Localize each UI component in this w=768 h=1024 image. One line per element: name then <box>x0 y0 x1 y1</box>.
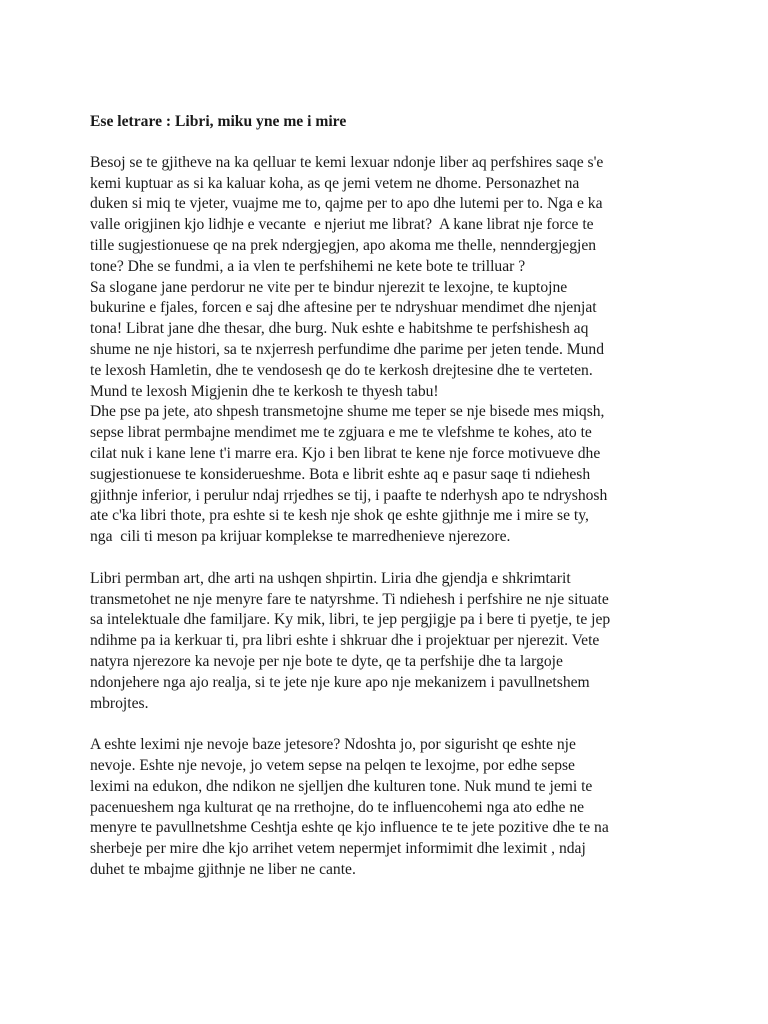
essay-title: Ese letrare : Libri, miku yne me i mire <box>90 113 347 130</box>
text-line: ndihme pa ia kerkuar ti, pra libri eshte i shkruar dhe i projektuar per njerezit. Vete <box>90 632 600 650</box>
text-line: Dhe pse pa jete, ato shpesh transmetojne shume me teper se nje bisede mes miqsh, <box>90 403 605 421</box>
text-line: leximi na edukon, dhe ndikon ne sjelljen dhe kulturen tone. Nuk mund te jemi te <box>90 777 593 795</box>
text-line: mbrojtes. <box>90 694 149 712</box>
text-line: tone? Dhe se fundmi, a ia vlen te perfshihemi ne kete bote te trilluar ? <box>90 257 526 275</box>
text-line: ate c'ka libri thote, pra eshte si te kesh nje shok qe eshte gjithnje me i mire se ty, <box>90 507 589 525</box>
text-line: duken si miq te vjeter, vuajme me to, qajme per to apo dhe lutemi per to. Nga e ka <box>90 195 603 213</box>
paragraph-2 <box>90 569 690 715</box>
text-line: te lexosh Hamletin, dhe te vendosesh qe do te kerkosh drejtesine dhe te verteten. <box>90 361 593 379</box>
paragraph-1 <box>90 153 690 548</box>
text-line: cilat nuk i kane lene t'i marre era. Kjo i ben librat te kene nje force motivueve dhe <box>90 444 601 462</box>
text-line: Besoj se te gjitheve na ka qelluar te kemi lexuar ndonje liber aq perfshires saqe s'e <box>90 153 604 171</box>
text-line: pacenueshem nga kulturat qe na rrethojne, do te influencohemi nga ato edhe ne <box>90 798 585 816</box>
text-line: Mund te lexosh Migjenin dhe te kerkosh te thyesh tabu! <box>90 382 439 400</box>
paragraph-spacer <box>90 714 690 735</box>
text-line: transmetohet ne nje menyre fare te natyrshme. Ti ndiehesh i perfshire ne nje situate <box>90 590 609 608</box>
text-line: duhet te mbajme gjithnje ne liber ne cante. <box>90 860 356 878</box>
text-line: valle origjinen kjo lidhje e vecante e njeriut me librat? A kane librat nje force te <box>90 216 594 234</box>
text-line: Libri permban art, dhe arti na ushqen shpirtin. Liria dhe gjendja e shkrimtarit <box>90 569 571 587</box>
text-line: kemi kuptuar as si ka kaluar koha, as qe jemi vetem ne dhome. Personazhet na <box>90 174 580 192</box>
text-line: tona! Librat jane dhe thesar, dhe burg. Nuk eshte e habitshme te perfshishesh aq <box>90 320 589 338</box>
text-line: bukurine e fjales, forcen e saj dhe aftesine per te ndryshuar mendimet dhe njenjat <box>90 299 597 317</box>
text-line: sa intelektuale dhe familjare. Ky mik, libri, te jep pergjigje pa i bere ti pyetje, te jep <box>90 611 611 629</box>
text-line: shume ne nje histori, sa te nxjerresh perfundime dhe parime per jeten tende. Mund <box>90 340 604 358</box>
text-line: nevoje. Eshte nje nevoje, jo vetem sepse na pelqen te lexojme, por edhe sepse <box>90 756 575 774</box>
text-line: nga cili ti meson pa krijuar komplekse te marredhenieve njerezore. <box>90 528 511 546</box>
text-line: sugjestionuese te konsiderueshme. Bota e librit eshte aq e pasur saqe ti ndiehesh <box>90 465 591 483</box>
text-line: Sa slogane jane perdorur ne vite per te bindur njerezit te lexojne, te kuptojne <box>90 278 568 296</box>
text-line: A eshte leximi nje nevoje baze jetesore? Ndoshta jo, por sigurisht qe eshte nje <box>90 736 576 754</box>
text-line: sepse librat permbajne mendimet me te zgjuara e me te vlefshme te kohes, ato te <box>90 424 592 442</box>
text-line: sherbeje per mire dhe kjo arrihet vetem nepermjet informimit dhe leximit , ndaj <box>90 840 586 858</box>
text-line: tille sugjestionuese qe na prek ndergjegjen, apo akoma me thelle, nenndergjegjen <box>90 236 597 254</box>
text-line: menyre te pavullnetshme Ceshtja eshte qe kjo influence te te jete pozitive dhe te na <box>90 819 609 837</box>
text-line: ndonjehere nga ajo realja, si te jete nje kure apo nje mekanizem i pavullnetshem <box>90 673 590 691</box>
paragraph-3 <box>90 735 690 881</box>
document-page <box>90 112 690 881</box>
text-line: natyra njerezore ka nevoje per nje bote te dyte, qe ta perfshije dhe ta largoje <box>90 652 563 670</box>
text-line: gjithnje inferior, i perulur ndaj rrjedhes se tij, i paafte te nderhysh apo te ndryshosh <box>90 486 608 504</box>
paragraph-spacer <box>90 548 690 569</box>
